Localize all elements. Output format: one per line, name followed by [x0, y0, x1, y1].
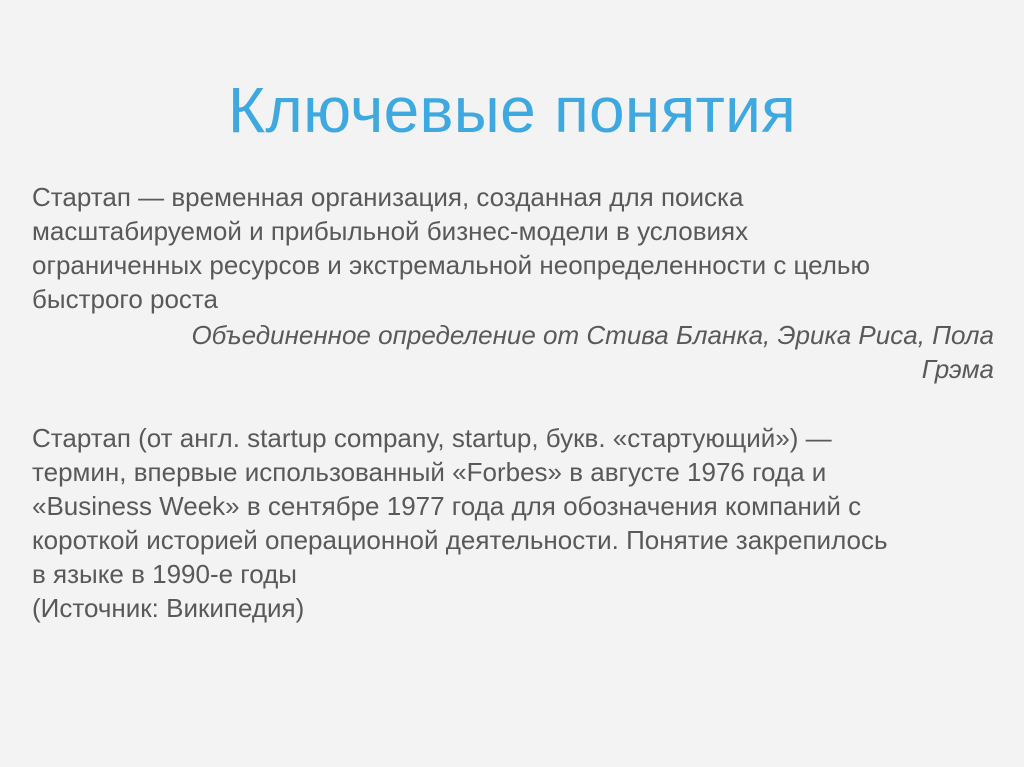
attribution-line: Грэма — [921, 354, 994, 384]
attribution-line: Объединенное определение от Стива Бланка, Эрика Риса, Пола — [191, 320, 994, 350]
definition-line: масштабируемой и прибыльной бизнес-модели в условиях — [32, 216, 749, 246]
paragraph-line: термин, впервые использованный «Forbes» в августе 1976 года и — [32, 457, 827, 487]
paragraph-line: «Business Week» в сентябре 1977 года для обозначения компаний с — [32, 491, 862, 521]
paragraph-line: в языке в 1990-е годы — [32, 559, 297, 589]
paragraph-line: короткой историей операционной деятельности. Понятие закрепилось — [32, 525, 888, 555]
source-citation: (Источник: Википедия) — [32, 593, 305, 623]
paragraph-line: Стартап (от англ. startup company, startup, букв. «стартующий») — — [32, 423, 832, 453]
slide-title: Ключевые понятия — [227, 74, 797, 146]
definition-attribution — [32, 318, 994, 386]
definition-line: ограниченных ресурсов и экстремальной неопределенности с целью — [32, 250, 870, 280]
definition-line: Стартап — временная организация, созданная для поиска — [32, 182, 744, 212]
startup-definition — [32, 180, 997, 316]
startup-etymology-paragraph — [32, 421, 997, 625]
definition-line: быстрого роста — [32, 284, 218, 314]
